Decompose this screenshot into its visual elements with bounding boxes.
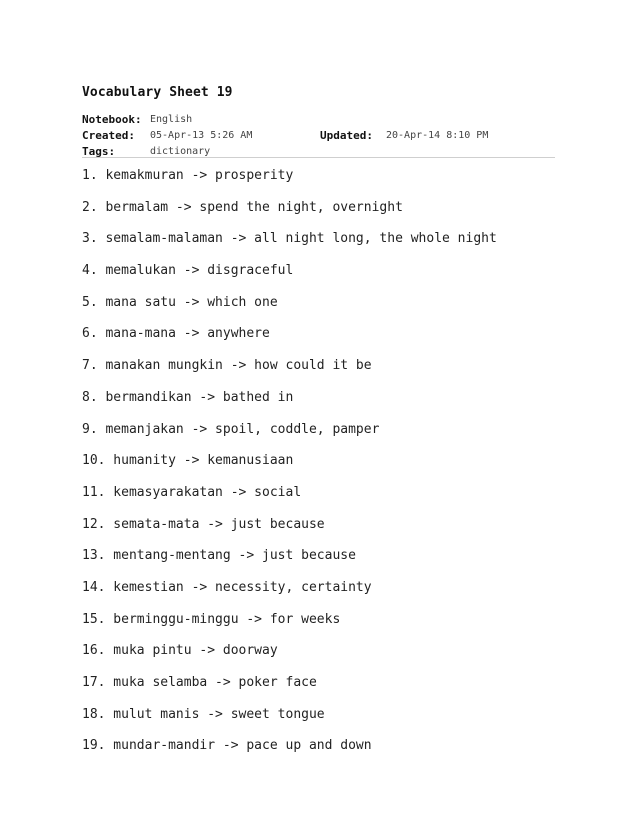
header-divider bbox=[82, 157, 555, 158]
list-item: 7. manakan mungkin -> how could it be bbox=[82, 358, 372, 374]
list-item: 15. berminggu-minggu -> for weeks bbox=[82, 611, 341, 627]
updated-value: 20-Apr-14 8:10 PM bbox=[386, 130, 489, 141]
list-item: 8. bermandikan -> bathed in bbox=[82, 389, 294, 405]
tags-value: dictionary bbox=[150, 146, 211, 157]
list-item: 16. muka pintu -> doorway bbox=[82, 643, 278, 659]
list-item: 12. semata-mata -> just because bbox=[82, 516, 325, 532]
updated-label: Updated: bbox=[320, 129, 373, 142]
vocabulary-list bbox=[82, 166, 562, 768]
list-item: 9. memanjakan -> spoil, coddle, pamper bbox=[82, 421, 380, 437]
tags-label: Tags: bbox=[82, 145, 116, 158]
notebook-value: English bbox=[150, 114, 193, 125]
list-item: 18. mulut manis -> sweet tongue bbox=[82, 706, 325, 722]
note-metadata bbox=[82, 112, 555, 160]
list-item: 3. semalam-malaman -> all night long, the whole night bbox=[82, 231, 497, 247]
list-item: 11. kemasyarakatan -> social bbox=[82, 484, 302, 500]
notebook-row bbox=[82, 112, 555, 128]
page-title: Vocabulary Sheet 19 bbox=[82, 85, 233, 100]
created-value: 05-Apr-13 5:26 AM bbox=[150, 130, 253, 141]
list-item: 13. mentang-mentang -> just because bbox=[82, 548, 356, 564]
list-item: 19. mundar-mandir -> pace up and down bbox=[82, 738, 372, 754]
notebook-label: Notebook: bbox=[82, 113, 142, 126]
list-item: 5. mana satu -> which one bbox=[82, 294, 278, 310]
list-item: 4. memalukan -> disgraceful bbox=[82, 263, 294, 279]
list-item: 10. humanity -> kemanusiaan bbox=[82, 453, 294, 469]
created-label: Created: bbox=[82, 129, 135, 142]
created-row bbox=[82, 128, 555, 144]
list-item: 2. bermalam -> spend the night, overnight bbox=[82, 199, 403, 215]
list-item: 6. mana-mana -> anywhere bbox=[82, 326, 270, 342]
list-item: 14. kemestian -> necessity, certainty bbox=[82, 579, 372, 595]
list-item: 17. muka selamba -> poker face bbox=[82, 675, 317, 690]
list-item: 1. kemakmuran -> prosperity bbox=[82, 168, 294, 183]
